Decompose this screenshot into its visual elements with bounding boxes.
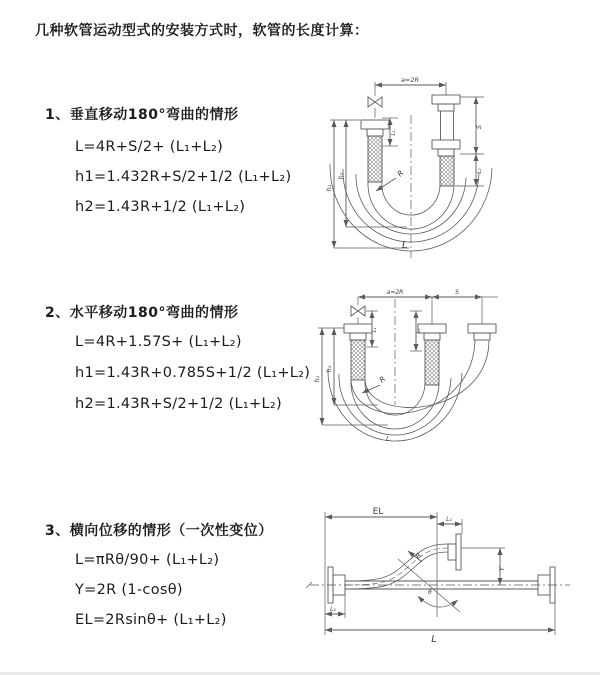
label-y: Y [498,566,506,572]
label-l2: L₂ [446,516,452,523]
label-r: R [413,551,423,561]
extension-lines [325,512,555,635]
label-a2r: a=2R [400,76,420,84]
upper-flange [448,534,505,570]
label-s: S [475,124,483,130]
section-3-formula-Y: Y=2R (1-cosθ) [75,582,183,598]
dimension-a2r [375,82,446,118]
label-h1: h₁ [325,184,333,192]
right-pipe-assembly [432,95,460,186]
diagram-vertical-180-bend [312,70,594,268]
label-l: L [431,634,437,645]
section-3-formula-L: L=πRθ/90+ (L₁+L₂) [75,552,220,568]
label-l2: L₂ [477,168,483,174]
label-l: L [386,435,390,443]
diagram-lateral-displacement [300,502,600,644]
label-l: L [402,240,408,251]
right-pipe-assembly [468,324,496,340]
valve-icon [351,306,365,316]
radius-leader [362,385,380,393]
section-2-formula-h1: h1=1.43R+0.785S+1/2 (L₁+L₂) [75,365,311,381]
section-2-heading: 2、水平移动180°弯曲的情形 [45,305,239,321]
label-r: R [377,374,388,385]
left-pipe-assembly [344,324,372,380]
label-l1: L₁ [330,606,336,613]
label-l1: L₁ [391,130,397,136]
s-curved-hose [345,544,448,589]
label-l2: L₂ [416,328,422,334]
section-1-formula-h1: h1=1.432R+S/2+1/2 (L₁+L₂) [75,169,292,185]
diagram-horizontal-180-bend [308,285,598,457]
section-2-formula-h2: h2=1.43R+S/2+1/2 (L₁+L₂) [75,396,282,412]
center-pipe-assembly [418,324,446,385]
section-3-formula-EL: EL=2Rsinθ+ (L₁+L₂) [75,612,227,628]
valve-icon [368,97,382,107]
label-a2r: a=2R [386,289,404,296]
label-r: R [395,168,406,179]
left-pipe-assembly [361,120,389,182]
label-h2: h₂ [325,365,333,373]
label-h2: h₂ [337,172,345,180]
label-s: S [455,289,459,296]
label-el: EL [372,507,384,517]
section-3-heading: 3、横向位移的情形（一次性变位） [45,523,273,539]
section-2-formula-L: L=4R+1.57S+ (L₁+L₂) [75,334,242,350]
section-1-formula-L: L=4R+S/2+ (L₁+L₂) [75,139,224,155]
label-theta: θ [428,589,432,596]
label-h1: h₁ [313,375,321,383]
section-1-formula-h2: h2=1.43R+1/2 (L₁+L₂) [75,199,246,215]
section-1-heading: 1、垂直移动180°弯曲的情形 [45,107,239,123]
dimension-s [432,297,498,324]
page-title: 几种软管运动型式的安装方式时，软管的长度计算： [35,23,369,39]
label-l1: L₁ [372,327,378,333]
angle-construction [398,559,460,612]
